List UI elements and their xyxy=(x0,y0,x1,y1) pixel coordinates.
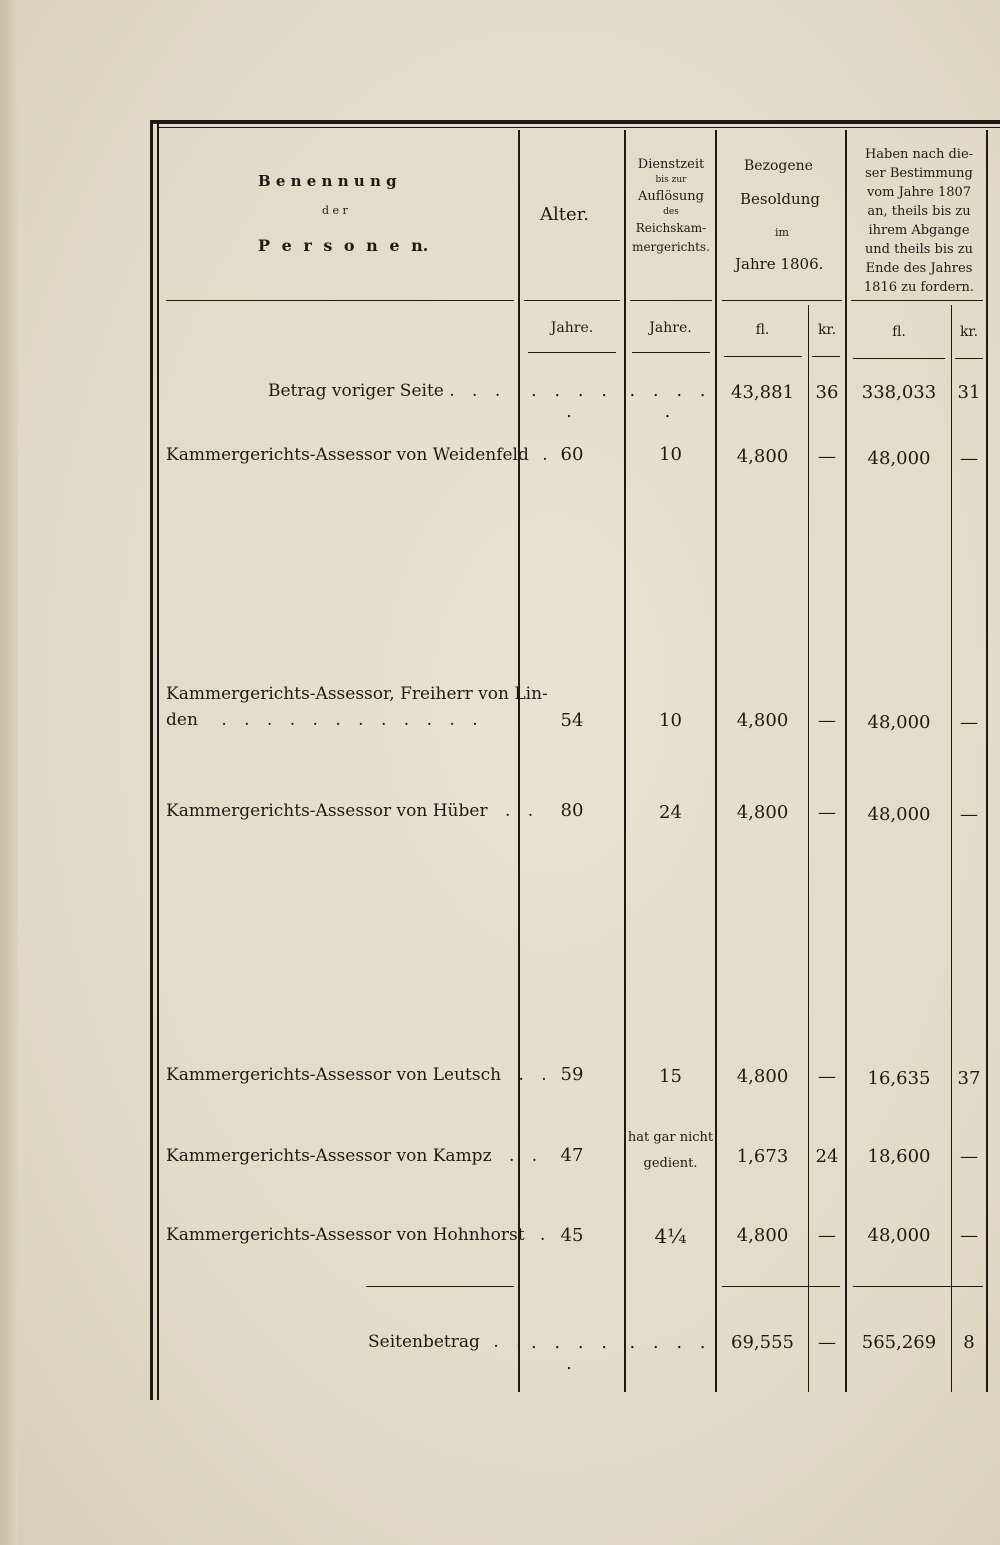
row-age: 45 xyxy=(560,1225,584,1246)
unit-salary-fl: fl. xyxy=(755,322,770,338)
header-claim-line5: ihrem Abgange xyxy=(868,223,970,238)
carry-row-name: Betrag voriger Seite . . . xyxy=(268,381,507,401)
row-salary-kr: 24 xyxy=(815,1146,839,1167)
header-claim xyxy=(852,145,986,297)
total-row-age: . . . . . xyxy=(530,1332,614,1374)
header-service-line6: mergerichts. xyxy=(632,240,710,254)
header-claim-line3: vom Jahre 1807 xyxy=(866,185,972,200)
row-age: 54 xyxy=(560,710,584,731)
row-claim-fl: 16,635 xyxy=(867,1068,931,1089)
total-row-salary-kr: — xyxy=(818,1332,836,1353)
row-claim-kr: — xyxy=(960,712,978,733)
total-row-salary-fl: 69,555 xyxy=(731,1332,794,1353)
header-service-line5: Reichskam- xyxy=(635,221,707,235)
row-name: Kammergerichts-Assessor von Hüber . . xyxy=(166,801,540,821)
row-claim-fl: 48,000 xyxy=(867,804,931,825)
header-bottom-rule-age xyxy=(524,300,620,301)
row-age: 80 xyxy=(560,800,584,821)
unit-salary-kr: kr. xyxy=(817,322,837,338)
row-name: Kammergerichts-Assessor von Leutsch . . xyxy=(166,1065,553,1085)
carry-row-salary-kr: 36 xyxy=(815,382,839,403)
divider-service-salary xyxy=(715,130,717,1392)
header-claim-line4: an, theils bis zu xyxy=(867,204,971,219)
unit-claim-kr: kr. xyxy=(959,324,979,340)
row-name: Kammergerichts-Assessor von Hohnhorst . xyxy=(166,1225,546,1245)
header-salary-line3: im xyxy=(775,226,789,239)
header-claim-line8: 1816 zu fordern. xyxy=(863,280,975,295)
row-service: 15 xyxy=(659,1066,682,1087)
header-name-line3: P e r s o n e n. xyxy=(258,236,429,255)
row-service: 10 xyxy=(659,710,682,731)
total-rule-salary xyxy=(722,1286,840,1287)
total-row-service: . . . . xyxy=(629,1332,712,1353)
unit-rule-claim-kr xyxy=(955,358,983,359)
row-salary-kr: — xyxy=(818,1066,836,1087)
unit-rule-service xyxy=(632,352,710,353)
header-name-line2: d e r xyxy=(322,204,348,217)
row-service: 24 xyxy=(659,802,682,823)
total-row-name: Seitenbetrag . . xyxy=(368,1332,528,1352)
row-service-line1: hat gar nicht xyxy=(627,1130,714,1145)
carry-row-claim-fl: 338,033 xyxy=(861,382,937,403)
row-name: Kammergerichts-Assessor von Weidenfeld . xyxy=(166,445,548,465)
table-left-rule xyxy=(150,120,153,1400)
header-service-line3: Auflösung xyxy=(638,189,704,204)
header-service-line1: Dienstzeit xyxy=(637,157,705,172)
row-claim-fl: 48,000 xyxy=(867,712,931,733)
table-right-rule xyxy=(986,130,988,1392)
unit-rule-claim-fl xyxy=(853,358,945,359)
row-salary-fl: 4,800 xyxy=(736,710,789,731)
total-row-claim-kr: 8 xyxy=(963,1332,975,1353)
row-claim-fl: 18,600 xyxy=(867,1146,931,1167)
header-bottom-rule-service xyxy=(630,300,712,301)
page-gutter xyxy=(0,0,18,1545)
unit-rule-salary-kr xyxy=(812,356,840,357)
header-bottom-rule-name xyxy=(166,300,514,301)
divider-salary-claim xyxy=(845,130,847,1392)
row-salary-kr: — xyxy=(818,1225,836,1246)
row-claim-kr: — xyxy=(960,1146,978,1167)
row-service-line2: gedient. xyxy=(643,1156,698,1171)
row-claim-kr: — xyxy=(960,1225,978,1246)
unit-age: Jahre. xyxy=(550,320,594,336)
header-service xyxy=(626,155,716,257)
row-claim-kr: — xyxy=(960,448,978,469)
unit-claim-fl: fl. xyxy=(892,324,906,340)
header-claim-line1: Haben nach die- xyxy=(864,147,974,162)
row-claim-fl: 48,000 xyxy=(867,1225,931,1246)
carry-row-salary-fl: 43,881 xyxy=(731,382,794,403)
table-left-rule-inner xyxy=(157,124,159,1400)
header-salary-line2: Besoldung xyxy=(740,190,820,208)
carry-row-age: . . . . . xyxy=(530,380,614,422)
header-service-line2: bis zur xyxy=(655,175,687,185)
row-claim-fl: 48,000 xyxy=(867,448,931,469)
row-age: 59 xyxy=(560,1064,584,1085)
row-salary-fl: 4,800 xyxy=(736,446,789,467)
row-name: Kammergerichts-Assessor von Kampz . . xyxy=(166,1146,544,1166)
row-salary-fl: 4,800 xyxy=(736,802,789,823)
table-top-rule-inner xyxy=(158,127,1000,128)
table-top-rule xyxy=(150,120,1000,124)
row-age: 60 xyxy=(560,444,584,465)
header-service-line4: des xyxy=(663,207,679,217)
header-claim-line2: ser Bestimmung xyxy=(865,166,973,181)
row-salary-fl: 1,673 xyxy=(736,1146,789,1167)
header-name-line1: B e n e n n u n g xyxy=(258,172,397,190)
row-service: 4¼ xyxy=(654,1224,687,1248)
row-salary-fl: 4,800 xyxy=(736,1066,789,1087)
unit-rule-age xyxy=(528,352,616,353)
row-name: Kammergerichts-Assessor, Freiherr von Lin- xyxy=(166,684,548,704)
header-bottom-rule-salary xyxy=(722,300,842,301)
header-claim-line6: und theils bis zu xyxy=(864,242,974,257)
header-salary-line4: Jahre 1806. xyxy=(735,255,824,273)
total-rule-claim xyxy=(853,1286,983,1287)
row-salary-kr: — xyxy=(818,802,836,823)
header-bottom-rule-claim xyxy=(851,300,983,301)
header-age: Alter. xyxy=(540,204,589,225)
header-salary-line1: Bezogene xyxy=(744,158,813,174)
row-salary-kr: — xyxy=(818,710,836,731)
row-claim-kr: — xyxy=(960,804,978,825)
row-name-continued: den . . . . . . . . . . . . xyxy=(166,710,484,730)
row-service: 10 xyxy=(659,444,682,465)
row-age: 47 xyxy=(560,1145,584,1166)
row-salary-kr: — xyxy=(818,446,836,467)
unit-service: Jahre. xyxy=(649,320,692,336)
row-claim-kr: 37 xyxy=(957,1068,981,1089)
total-rule-name xyxy=(366,1286,514,1287)
total-row-claim-fl: 565,269 xyxy=(861,1332,937,1353)
carry-row-service: . . . . . xyxy=(629,380,712,422)
header-claim-line7: Ende des Jahres xyxy=(865,261,973,276)
unit-rule-salary-fl xyxy=(724,356,802,357)
carry-row-claim-kr: 31 xyxy=(957,382,981,403)
row-salary-fl: 4,800 xyxy=(736,1225,789,1246)
